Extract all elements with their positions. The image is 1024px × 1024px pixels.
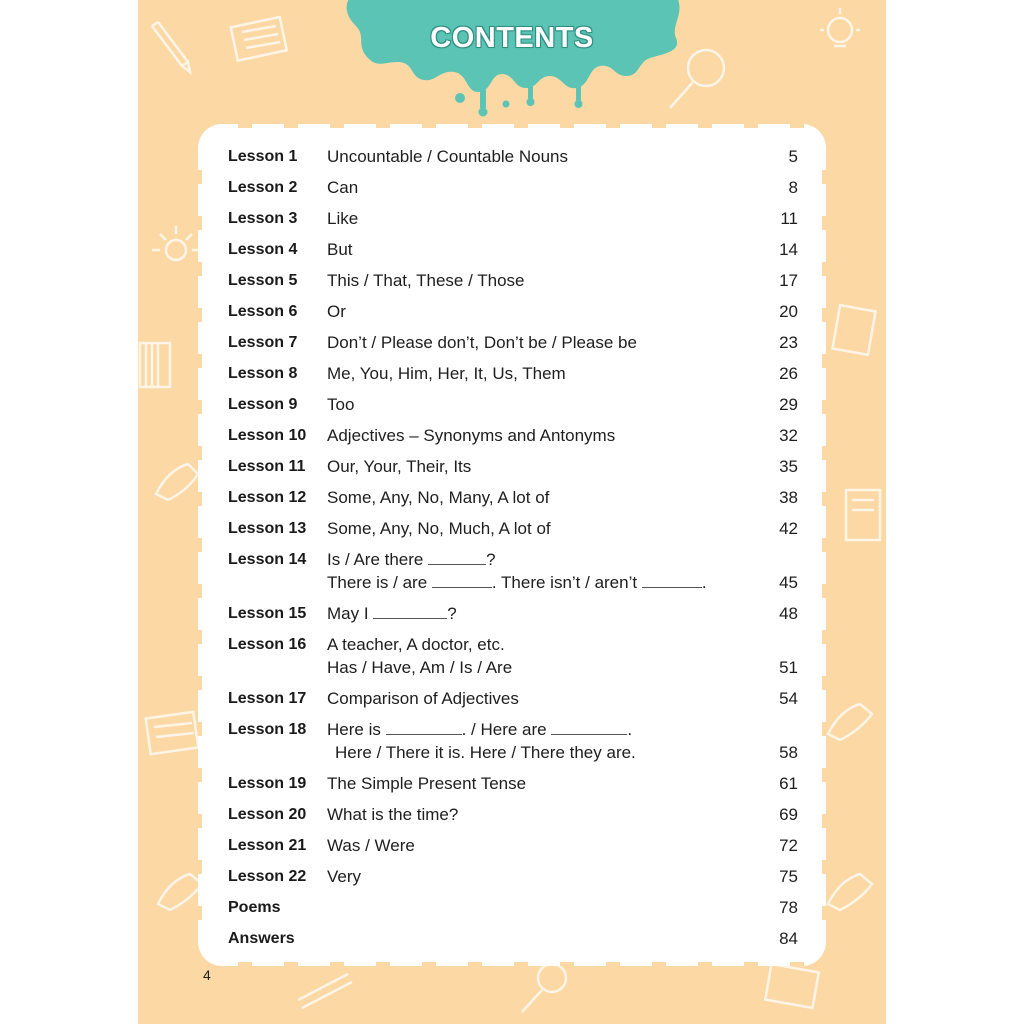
card-edge-notch	[238, 124, 252, 128]
contents-row	[228, 927, 798, 950]
card-edge-notch	[468, 124, 482, 128]
page-ref: 26	[779, 364, 798, 383]
lesson-label: Lesson 22	[228, 868, 307, 885]
book-page	[138, 0, 886, 1024]
card-edge-notch	[514, 124, 528, 128]
card-edge-notch	[422, 962, 436, 966]
card-edge-notch	[198, 400, 202, 414]
paper-doodle-icon	[758, 960, 828, 1020]
lesson-topic: The Simple Present Tense	[327, 774, 527, 793]
lesson-label: Lesson 15	[228, 605, 307, 622]
page-ref: 11	[780, 209, 798, 228]
card-edge-notch	[284, 962, 298, 966]
card-edge-notch	[198, 768, 202, 782]
card-edge-notch	[422, 124, 436, 128]
page-ref: 20	[779, 302, 798, 321]
lesson-label: Lesson 18	[228, 721, 307, 738]
page-ref: 54	[779, 689, 798, 708]
lesson-topic: What is the time?	[327, 805, 459, 824]
page-ref: 51	[779, 658, 798, 677]
page-ref: 78	[779, 898, 798, 917]
lesson-topic: Comparison of Adjectives	[327, 689, 519, 708]
page-ref: 32	[779, 426, 798, 445]
card-edge-notch	[514, 962, 528, 966]
contents-row	[228, 331, 798, 354]
card-edge-notch	[606, 124, 620, 128]
lesson-label: Lesson 13	[228, 520, 307, 537]
lesson-label: Lesson 6	[228, 303, 298, 320]
contents-row	[228, 362, 798, 385]
card-edge-notch	[822, 538, 826, 552]
card-edge-notch	[822, 906, 826, 920]
card-edge-notch	[822, 676, 826, 690]
lesson-label: Lesson 14	[228, 551, 307, 568]
contents-row	[228, 517, 798, 540]
card-edge-notch	[744, 124, 758, 128]
shoe-doodle-icon	[818, 690, 882, 750]
shoe-doodle-icon	[818, 860, 882, 920]
lesson-label: Lesson 7	[228, 334, 298, 351]
card-edge-notch	[822, 860, 826, 874]
lesson-topic: Some, Any, No, Much, A lot of	[327, 519, 551, 538]
page-ref: 14	[779, 240, 798, 259]
page-ref: 42	[779, 519, 798, 538]
page-ref: 35	[779, 457, 798, 476]
page-ref: 48	[779, 604, 798, 623]
card-edge-notch	[198, 354, 202, 368]
lesson-topic: Some, Any, No, Many, A lot of	[327, 488, 550, 507]
contents-row	[228, 772, 798, 795]
lesson-topic: Is / Are there ? There is / are . There isn’t / aren’t .	[327, 550, 707, 592]
contents-row	[228, 602, 798, 625]
lesson-label: Lesson 1	[228, 148, 298, 165]
lesson-topic: Very	[327, 867, 362, 886]
contents-row	[228, 486, 798, 509]
lesson-label: Lesson 4	[228, 241, 298, 258]
contents-row	[228, 633, 798, 679]
lesson-topic: May I ?	[327, 604, 457, 623]
page-ref: 45	[779, 573, 798, 592]
card-edge-notch	[698, 962, 712, 966]
lesson-topic: Don’t / Please don’t, Don’t be / Please be	[327, 333, 637, 352]
card-edge-notch	[198, 492, 202, 506]
card-edge-notch	[652, 962, 666, 966]
card-edge-notch	[330, 962, 344, 966]
card-edge-notch	[198, 216, 202, 230]
card-edge-notch	[198, 262, 202, 276]
card-edge-notch	[198, 676, 202, 690]
lesson-label: Lesson 11	[228, 458, 306, 475]
card-edge-notch	[238, 962, 252, 966]
contents-row	[228, 896, 798, 919]
lesson-topic: Adjectives – Synonyms and Antonyms	[327, 426, 616, 445]
page-ref: 75	[779, 867, 798, 886]
lesson-label: Lesson 5	[228, 272, 298, 289]
lesson-label: Lesson 10	[228, 427, 307, 444]
lesson-label: Lesson 2	[228, 179, 298, 196]
page-ref: 23	[779, 333, 798, 352]
card-edge-notch	[198, 170, 202, 184]
contents-row	[228, 718, 798, 764]
book-doodle-icon	[138, 335, 178, 395]
page-ref: 17	[779, 271, 798, 290]
contents-row	[228, 269, 798, 292]
card-edge-notch	[198, 630, 202, 644]
contents-row	[228, 687, 798, 710]
card-edge-notch	[744, 962, 758, 966]
contents-row	[228, 455, 798, 478]
page-ref: 61	[779, 774, 798, 793]
card-edge-notch	[822, 354, 826, 368]
lesson-topic: Like	[327, 209, 359, 228]
card-edge-notch	[822, 584, 826, 598]
card-edge-notch	[198, 906, 202, 920]
lesson-topic: But	[327, 240, 353, 259]
lesson-topic	[327, 927, 738, 950]
contents-row	[228, 145, 798, 168]
card-edge-notch	[822, 308, 826, 322]
card-edge-notch	[198, 860, 202, 874]
card-edge-notch	[376, 962, 390, 966]
lesson-topic: Too	[327, 395, 355, 414]
page-title: CONTENTS	[430, 22, 594, 54]
lesson-label: Answers	[228, 930, 295, 947]
contents-row	[228, 238, 798, 261]
card-edge-notch	[822, 446, 826, 460]
page-ref: 84	[779, 929, 798, 948]
lesson-label: Poems	[228, 899, 281, 916]
card-edge-notch	[822, 216, 826, 230]
lesson-topic: A teacher, A doctor, etc. Has / Have, Am / Is / Are	[327, 635, 513, 677]
page-ref: 5	[788, 147, 798, 166]
card-edge-notch	[560, 962, 574, 966]
contents-row	[228, 207, 798, 230]
lesson-topic: Me, You, Him, Her, It, Us, Them	[327, 364, 566, 383]
card-edge-notch	[822, 492, 826, 506]
page-ref: 38	[779, 488, 798, 507]
card-edge-notch	[560, 124, 574, 128]
lesson-topic: Was / Were	[327, 836, 415, 855]
card-edge-notch	[198, 722, 202, 736]
card-edge-notch	[822, 722, 826, 736]
card-edge-notch	[652, 124, 666, 128]
card-edge-notch	[822, 814, 826, 828]
lesson-label: Lesson 8	[228, 365, 298, 382]
card-edge-notch	[330, 124, 344, 128]
lesson-topic: Or	[327, 302, 346, 321]
page-ref: 72	[779, 836, 798, 855]
page-number: 4	[203, 967, 211, 983]
page-ref: 8	[788, 178, 798, 197]
contents-row	[228, 834, 798, 857]
contents-row	[228, 393, 798, 416]
notebook-doodle-icon	[838, 480, 886, 550]
contents-row	[228, 865, 798, 888]
contents-row	[228, 548, 798, 594]
lesson-label: Lesson 20	[228, 806, 307, 823]
lesson-topic	[327, 896, 738, 919]
card-edge-notch	[822, 400, 826, 414]
lesson-topic: Our, Your, Their, Its	[327, 457, 472, 476]
card-edge-notch	[822, 170, 826, 184]
contents-row	[228, 803, 798, 826]
lesson-label: Lesson 9	[228, 396, 298, 413]
card-edge-notch	[198, 538, 202, 552]
contents-row	[228, 300, 798, 323]
card-edge-notch	[790, 962, 804, 966]
card-edge-notch	[698, 124, 712, 128]
contents-row	[228, 176, 798, 199]
lesson-topic: Here is . / Here are . Here / There it is. Here / There they are.	[327, 720, 636, 762]
paper-doodle-icon	[828, 300, 884, 360]
page-ref: 58	[779, 743, 798, 762]
lesson-label: Lesson 19	[228, 775, 307, 792]
card-edge-notch	[822, 630, 826, 644]
title-splash-banner	[344, 0, 684, 120]
lesson-topic: Can	[327, 178, 359, 197]
pencil-doodle-icon	[288, 960, 358, 1020]
lesson-label: Lesson 12	[228, 489, 307, 506]
card-edge-notch	[198, 308, 202, 322]
card-edge-notch	[376, 124, 390, 128]
card-edge-notch	[198, 446, 202, 460]
card-edge-notch	[468, 962, 482, 966]
lesson-topic: This / That, These / Those	[327, 271, 525, 290]
card-edge-notch	[198, 814, 202, 828]
lesson-label: Lesson 16	[228, 636, 307, 653]
lesson-label: Lesson 21	[228, 837, 307, 854]
page-ref: 69	[779, 805, 798, 824]
contents-row	[228, 424, 798, 447]
contents-list	[228, 145, 798, 948]
card-edge-notch	[606, 962, 620, 966]
card-edge-notch	[822, 768, 826, 782]
sun-doodle-icon	[146, 220, 206, 280]
lesson-topic: Uncountable / Countable Nouns	[327, 147, 568, 166]
page-ref: 29	[779, 395, 798, 414]
card-edge-notch	[284, 124, 298, 128]
lesson-label: Lesson 17	[228, 690, 307, 707]
lesson-label: Lesson 3	[228, 210, 298, 227]
card-edge-notch	[198, 584, 202, 598]
card-edge-notch	[822, 262, 826, 276]
card-edge-notch	[790, 124, 804, 128]
